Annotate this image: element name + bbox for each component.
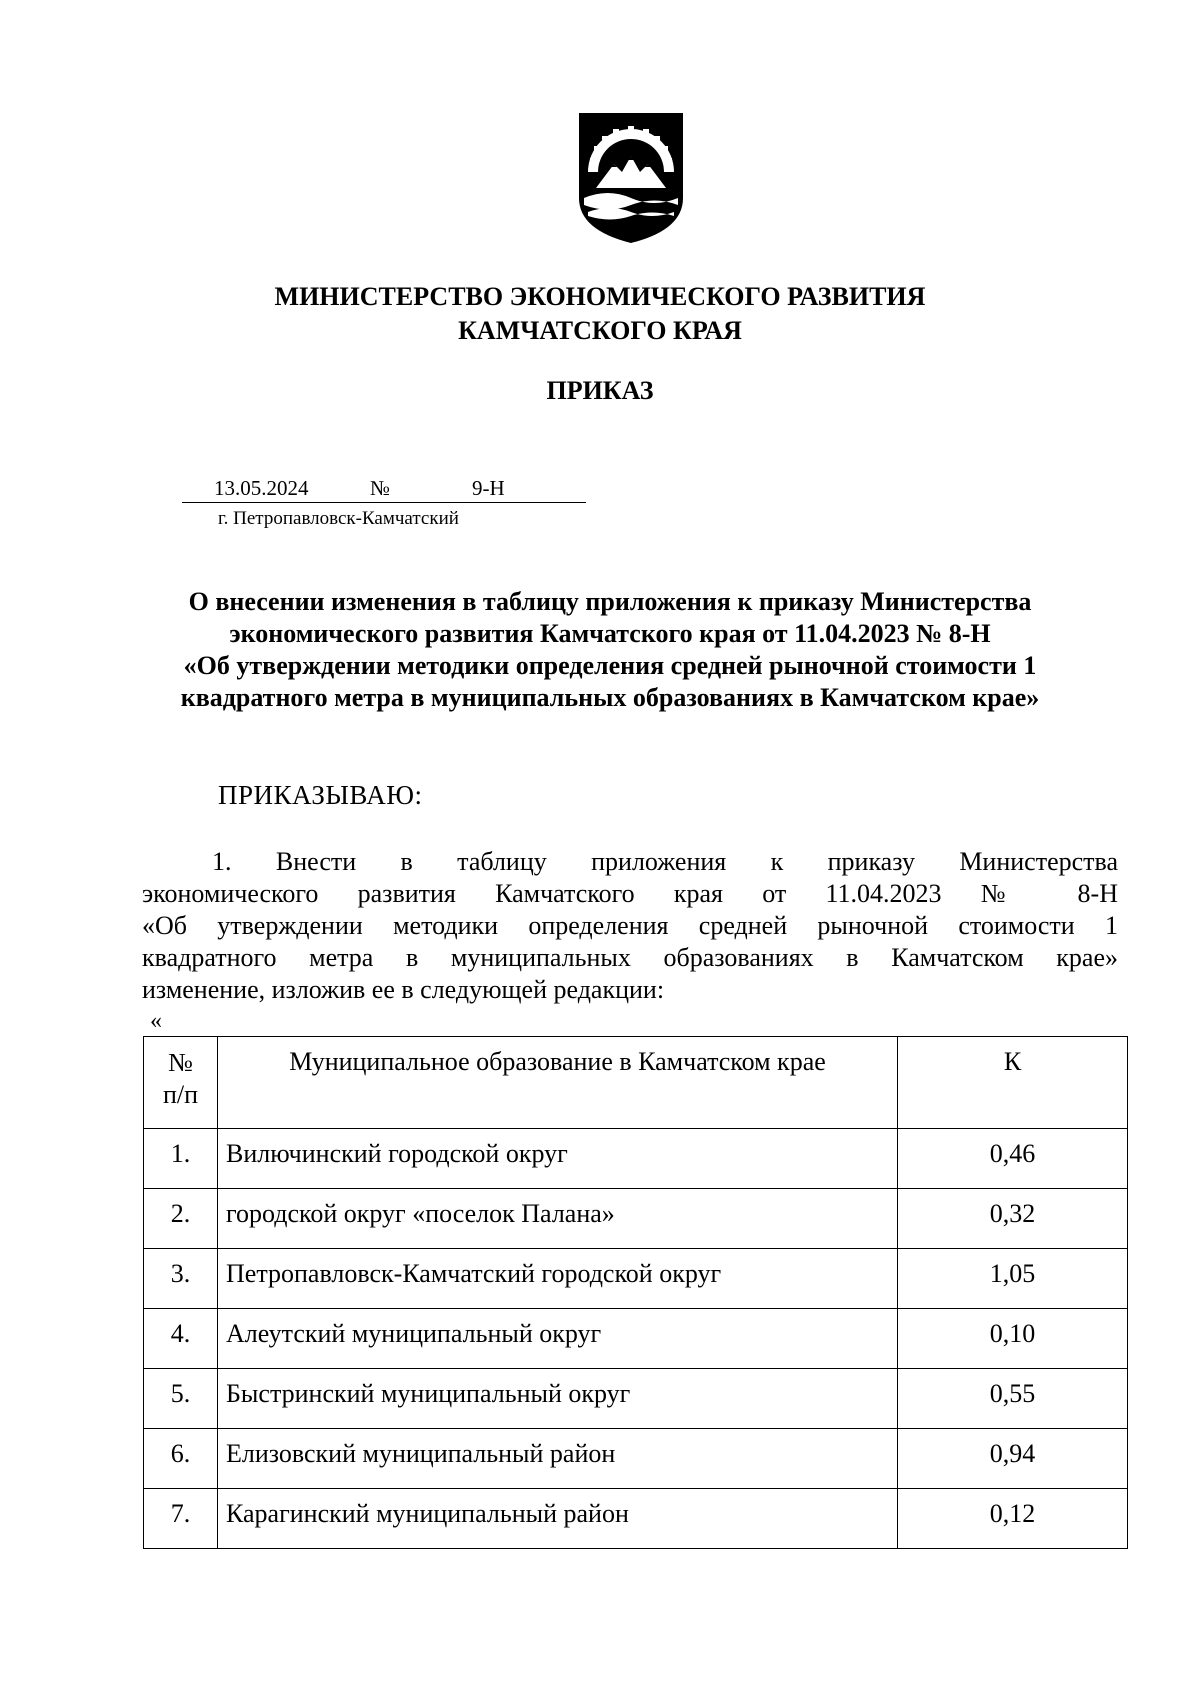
header-number-sign: № xyxy=(168,1048,193,1077)
coefficient-value: 0,46 xyxy=(898,1129,1128,1189)
paragraph-line: квадратного метра в муниципальных образованиях в Камчатском крае» xyxy=(142,943,1118,972)
row-number: 1. xyxy=(144,1129,218,1189)
coefficient-value: 0,55 xyxy=(898,1369,1128,1429)
municipality-name: Елизовский муниципальный район xyxy=(218,1429,898,1489)
row-number: 7. xyxy=(144,1489,218,1549)
municipality-name: Петропавловск-Камчатский городской округ xyxy=(218,1249,898,1309)
table-row xyxy=(144,1429,1128,1489)
paragraph-1 xyxy=(142,846,1118,1006)
coefficient-value: 0,10 xyxy=(898,1309,1128,1369)
header-number-abbr: п/п xyxy=(162,1080,199,1109)
subject-line: О внесении изменения в таблицу приложения к приказу Министерства xyxy=(188,587,1032,616)
table-row xyxy=(144,1369,1128,1429)
row-number: 2. xyxy=(144,1189,218,1249)
table-row xyxy=(144,1249,1128,1309)
municipality-name: Вилючинский городской округ xyxy=(218,1129,898,1189)
document-date: 13.05.2024 xyxy=(214,476,309,500)
row-number: 6. xyxy=(144,1429,218,1489)
table-row xyxy=(144,1309,1128,1369)
municipality-name: Карагинский муниципальный район xyxy=(218,1489,898,1549)
table-header-row xyxy=(144,1037,1128,1129)
opening-quote: « xyxy=(150,1008,162,1034)
row-number: 4. xyxy=(144,1309,218,1369)
subject-line: квадратного метра в муниципальных образованиях в Камчатском крае» xyxy=(180,683,1040,712)
coefficient-value: 1,05 xyxy=(898,1249,1128,1309)
header-number-cell xyxy=(144,1037,218,1129)
document-number: 9-Н xyxy=(472,476,505,500)
paragraph-line: 1. Внести в таблицу приложения к приказу Министерства xyxy=(212,847,1118,876)
header-municipality-cell: Муниципальное образование в Камчатском крае xyxy=(218,1037,898,1129)
table-row xyxy=(144,1189,1128,1249)
number-sign: № xyxy=(370,476,391,500)
table-row xyxy=(144,1129,1128,1189)
kamchatka-coat-of-arms-icon xyxy=(578,112,684,244)
subject-line: «Об утверждении методики определения средней рыночной стоимости 1 xyxy=(183,651,1037,680)
paragraph-line: «Об утверждении методики определения средней рыночной стоимости 1 xyxy=(142,911,1118,940)
municipality-name: Алеутский муниципальный округ xyxy=(218,1309,898,1369)
city-line: г. Петропавловск-Камчатский xyxy=(218,508,459,529)
coefficient-value: 0,94 xyxy=(898,1429,1128,1489)
coefficient-table xyxy=(143,1036,1128,1549)
document-subject xyxy=(140,586,1080,714)
row-number: 5. xyxy=(144,1369,218,1429)
document-type-title: ПРИКАЗ xyxy=(546,376,654,405)
date-number-row xyxy=(182,474,586,503)
header-coefficient-cell: К xyxy=(898,1037,1128,1129)
row-number: 3. xyxy=(144,1249,218,1309)
coefficient-value: 0,32 xyxy=(898,1189,1128,1249)
paragraph-line: изменение, изложив ее в следующей редакции: xyxy=(142,975,665,1004)
municipality-name: Быстринский муниципальный округ xyxy=(218,1369,898,1429)
subject-line: экономического развития Камчатского края от 11.04.2023 № 8-Н xyxy=(229,619,991,648)
ministry-name-line2: КАМЧАТСКОГО КРАЯ xyxy=(458,316,742,345)
ministry-name-line1: МИНИСТЕРСТВО ЭКОНОМИЧЕСКОГО РАЗВИТИЯ xyxy=(274,282,926,311)
coefficient-value: 0,12 xyxy=(898,1489,1128,1549)
table-row xyxy=(144,1489,1128,1549)
decree-word: ПРИКАЗЫВАЮ: xyxy=(218,780,423,810)
paragraph-line: экономического развития Камчатского края от 11.04.2023 № 8-Н xyxy=(142,879,1118,908)
municipality-name: городской округ «поселок Палана» xyxy=(218,1189,898,1249)
